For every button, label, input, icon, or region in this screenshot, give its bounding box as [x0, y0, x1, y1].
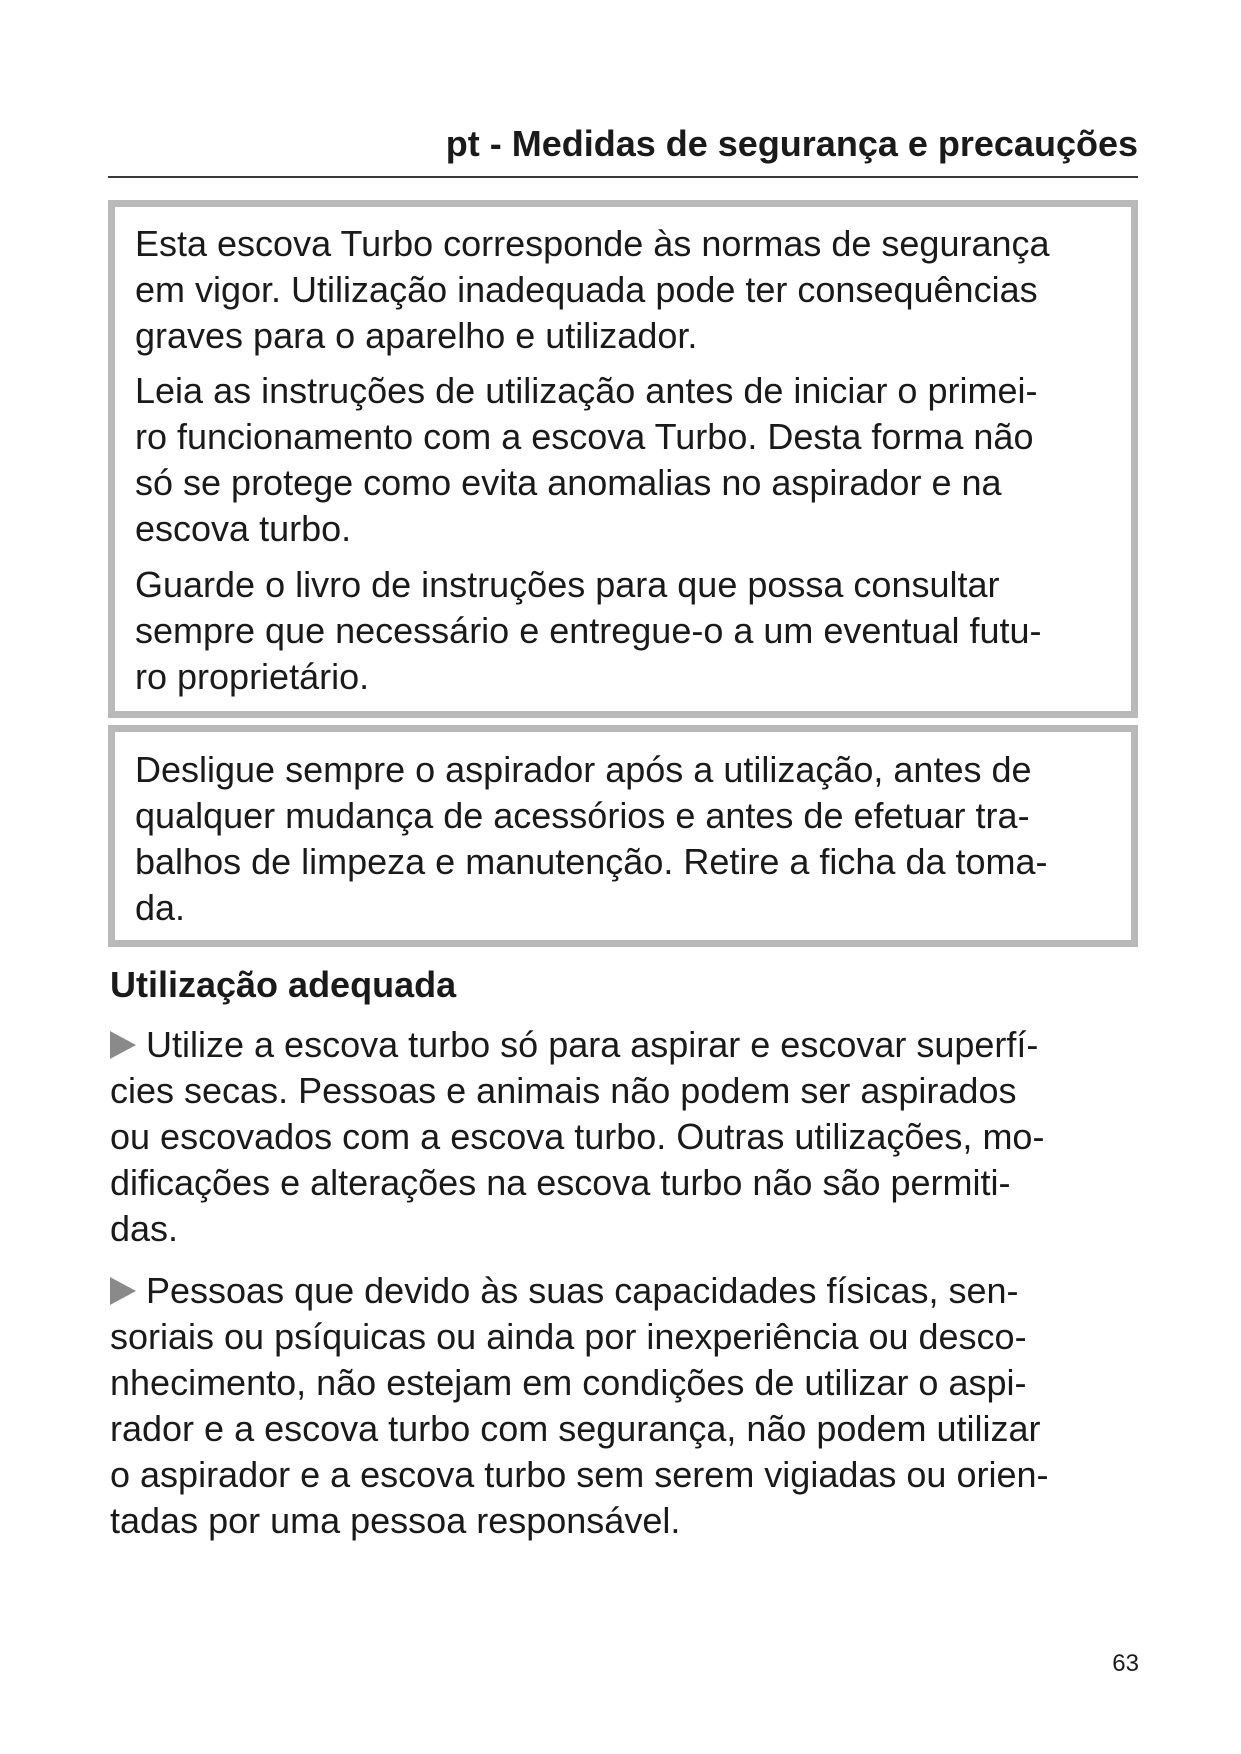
text-line: sempre que necessário e entregue-o a um eventual futu- — [135, 610, 1042, 651]
text-line: dificações e alterações na escova turbo não são permiti- — [110, 1162, 1011, 1203]
text-line: tadas por uma pessoa responsável. — [110, 1500, 681, 1541]
text-line: ro proprietário. — [135, 656, 370, 697]
text-line: rador e a escova turbo com segurança, não podem utilizar — [110, 1408, 1041, 1449]
text-line: da. — [135, 887, 186, 928]
text-line: qualquer mudança de acessórios e antes de efetuar tra- — [135, 795, 1030, 836]
text-line: só se protege como evita anomalias no aspirador e na — [135, 462, 1002, 503]
notice-paragraph-standards — [135, 221, 1131, 359]
text-line: escova turbo. — [135, 508, 352, 549]
text-line — [110, 1022, 1150, 1068]
notice-paragraph-read-instructions — [135, 368, 1131, 552]
text-line — [110, 1268, 1150, 1314]
triangle-bullet-icon — [110, 1031, 136, 1059]
text-line: nhecimento, não estejam em condições de utilizar o aspi- — [110, 1362, 1027, 1403]
text-line: Desligue sempre o aspirador após a utilização, antes de — [135, 749, 1032, 790]
safety-notice-box — [108, 200, 1138, 718]
text-line: graves para o aparelho e utilizador. — [135, 315, 698, 356]
section-heading: Utilização adequada — [110, 964, 457, 1005]
bullet-item-intended-use — [110, 1022, 1150, 1252]
triangle-bullet-icon — [110, 1277, 136, 1305]
bullet-item-supervision — [110, 1268, 1150, 1544]
text-line: em vigor. Utilização inadequada pode ter consequências — [135, 269, 1038, 310]
intended-use-section — [110, 960, 1150, 1544]
text-line: ro funcionamento com a escova Turbo. Desta forma não — [135, 416, 1034, 457]
text-line: Guarde o livro de instruções para que possa consultar — [135, 564, 1000, 605]
page-title: pt - Medidas de segurança e precauções — [445, 123, 1138, 164]
bullet-text: Pessoas que devido às suas capacidades físicas, sen- — [146, 1270, 1019, 1311]
text-line: soriais ou psíquicas ou ainda por inexperiência ou desco- — [110, 1316, 1027, 1357]
text-line: ou escovados com a escova turbo. Outras utilizações, mo- — [110, 1116, 1045, 1157]
text-line: das. — [110, 1208, 179, 1249]
text-line: balhos de limpeza e manutenção. Retire a ficha da toma- — [135, 841, 1048, 882]
text-line: Leia as instruções de utilização antes de iniciar o primei- — [135, 370, 1038, 411]
notice-paragraph-switch-off — [135, 747, 1131, 931]
page-number: 63 — [1112, 1650, 1139, 1677]
bullet-text: Utilize a escova turbo só para aspirar e escovar superfí- — [146, 1024, 1039, 1065]
text-line: cies secas. Pessoas e animais não podem ser aspirados — [110, 1070, 1017, 1111]
notice-paragraph-keep-manual — [135, 562, 1131, 700]
text-line: Esta escova Turbo corresponde às normas de segurança — [135, 223, 1050, 264]
page-header — [108, 120, 1138, 178]
text-line: o aspirador e a escova turbo sem serem vigiadas ou orien- — [110, 1454, 1049, 1495]
switch-off-notice-box — [108, 725, 1138, 947]
